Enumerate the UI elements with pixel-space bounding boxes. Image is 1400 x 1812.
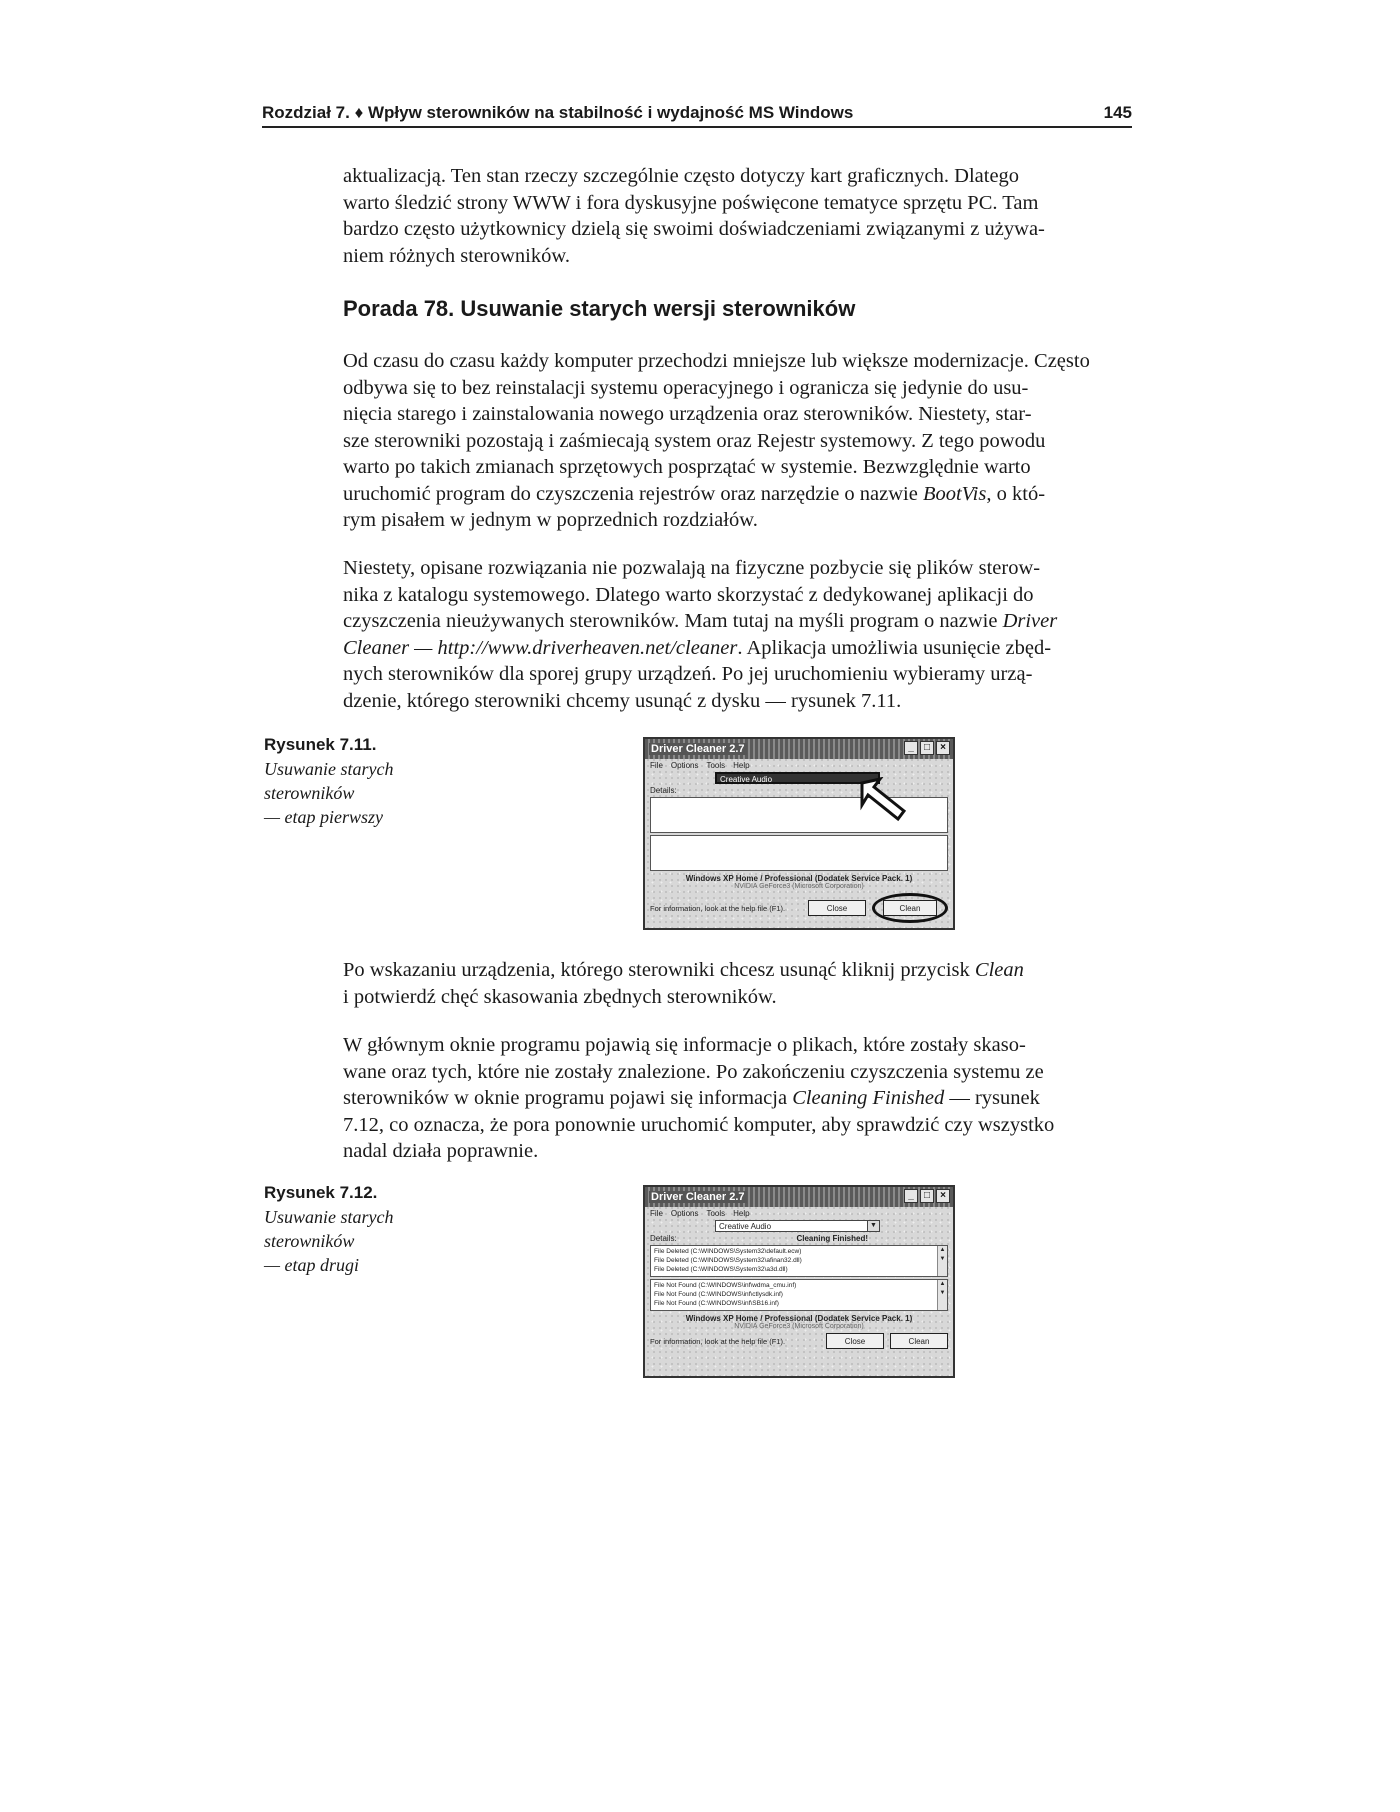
text-line: Od czasu do czasu każdy komputer przechodzi mniejsze lub większe modernizacje. Często — [343, 350, 1090, 372]
text-line: niem różnych sterowników. — [343, 244, 570, 267]
vendor-info: NVIDIA GeForce3 (Microsoft Corporation) — [734, 1323, 864, 1330]
close-icon[interactable]: × — [936, 741, 950, 755]
caption-line: — etap pierwszy — [264, 807, 383, 827]
menu-tools[interactable]: Tools — [706, 761, 726, 770]
chapter-title: Rozdział 7. ♦ Wpływ sterowników na stabilność i wydajność MS Windows — [262, 103, 854, 122]
section-heading: Porada 78. Usuwanie starych wersji sterowników — [343, 296, 856, 321]
text-line: nadal działa poprawnie. — [343, 1140, 539, 1162]
paragraph-3 — [343, 555, 1132, 714]
scrollbar[interactable]: ▲ ▼ — [937, 1280, 947, 1310]
text-line: rym pisałem w jednym w poprzednich rozdziałów. — [343, 509, 758, 531]
figure-caption-7-11 — [264, 733, 434, 829]
menu-bar — [645, 759, 953, 772]
text-line: sze sterowniki pozostają i zaśmiecają system oraz Rejestr systemowy. Z tego powodu — [343, 429, 1046, 452]
dropdown-value: Creative Audio — [720, 775, 773, 784]
not-found-files-list[interactable] — [650, 835, 948, 871]
paragraph-2 — [343, 348, 1132, 534]
text-line: i potwierdź chęć skasowania zbędnych sterowników. — [343, 985, 777, 1008]
text-line: Cleaner — http://www.driverheaven.net/cleaner. Aplikacja umożliwia usunięcie zbęd- — [343, 636, 1052, 659]
window-title: Driver Cleaner 2.7 — [651, 743, 745, 755]
menu-file[interactable]: File — [650, 761, 663, 770]
caption-line: — etap drugi — [264, 1255, 360, 1275]
text-line: odbywa się to bez reinstalacji systemu operacyjnego i ogranicza się jedynie do usu- — [343, 376, 1029, 399]
details-label: Details: — [650, 786, 677, 795]
title-bar[interactable] — [645, 1187, 953, 1207]
text-line: nych sterowników dla sporej grupy urządzeń. Po jej uruchomieniu wybieramy urzą- — [343, 663, 1033, 685]
text-line: bardzo często użytkownicy dzielą się swoimi doświadczeniami związanymi z używa- — [343, 218, 1045, 240]
paragraph-4 — [343, 957, 1132, 1010]
bottom-row — [645, 1330, 953, 1353]
close-icon[interactable]: × — [936, 1189, 950, 1203]
scrollbar[interactable]: ▲ ▼ — [937, 1246, 947, 1276]
text-line: nięcia starego i zainstalowania nowego urządzenia oraz sterowników. Niestety, star- — [343, 403, 1032, 425]
text-line: Po wskazaniu urządzenia, którego sterowniki chcesz usunąć kliknij przycisk Clean — [343, 959, 1024, 981]
os-info: Windows XP Home / Professional (Dodatek Service Pack. 1) — [685, 874, 913, 883]
running-header — [262, 98, 1132, 128]
caption-line: sterowników — [264, 1231, 355, 1251]
list-item: File Not Found (C:\WINDOWS\inf\SB16.inf) — [654, 1300, 779, 1307]
chevron-down-icon[interactable]: ▼ — [867, 1221, 879, 1231]
text-line: czyszczenia nieużywanych sterowników. Mam tutaj na myśli program o nazwie Driver — [343, 610, 1058, 632]
vendor-info: NVIDIA GeForce3 (Microsoft Corporation) — [734, 883, 864, 890]
details-label: Details: — [650, 1234, 677, 1243]
title-bar[interactable] — [645, 739, 953, 759]
details-row — [645, 1232, 953, 1243]
not-found-files-list[interactable] — [650, 1279, 948, 1311]
text-line: warto śledzić strony WWW i fora dyskusyjne poświęcone tematyce sprzętu PC. Tam — [343, 191, 1039, 214]
close-button[interactable]: Close — [826, 1333, 884, 1349]
text-line: uruchomić program do czyszczenia rejestrów oraz narzędzie o nazwie BootVis, o któ- — [343, 482, 1046, 505]
page-number: 145 — [1103, 103, 1132, 122]
clean-button[interactable]: Clean — [883, 900, 937, 916]
menu-options[interactable]: Options — [670, 1209, 699, 1218]
text-line: W głównym oknie programu pojawią się informacje o plikach, które zostały skaso- — [343, 1034, 1026, 1056]
maximize-icon[interactable]: □ — [920, 1189, 934, 1203]
os-info: Windows XP Home / Professional (Dodatek Service Pack. 1) — [685, 1314, 913, 1323]
paragraph-5 — [343, 1032, 1132, 1165]
status-text: Cleaning Finished! — [796, 1234, 868, 1243]
minimize-icon[interactable]: _ — [904, 741, 918, 755]
caption-line: Usuwanie starych — [264, 759, 394, 779]
menu-bar — [645, 1207, 953, 1220]
bottom-row — [645, 890, 953, 927]
menu-options[interactable]: Options — [670, 761, 699, 770]
caption-line: Usuwanie starych — [264, 1207, 394, 1227]
list-item: File Deleted (C:\WINDOWS\System32\default.ecw) — [654, 1248, 802, 1255]
driver-cleaner-window-1 — [643, 737, 955, 930]
text-line: nika z katalogu systemowego. Dlatego warto skorzystać z dedykowanej aplikacji do — [343, 583, 1034, 606]
clean-highlight — [872, 893, 948, 923]
device-dropdown[interactable] — [715, 772, 880, 784]
list-item: File Deleted (C:\WINDOWS\System32\a3d.dll) — [654, 1266, 788, 1273]
dropdown-value: Creative Audio — [719, 1222, 772, 1231]
list-item: File Not Found (C:\WINDOWS\inf\ctlysdk.inf) — [654, 1291, 783, 1298]
window-title: Driver Cleaner 2.7 — [651, 1191, 745, 1203]
minimize-icon[interactable]: _ — [904, 1189, 918, 1203]
figure-caption-7-12 — [264, 1181, 434, 1277]
clean-button[interactable]: Clean — [890, 1333, 948, 1349]
maximize-icon[interactable]: □ — [920, 741, 934, 755]
deleted-files-list[interactable] — [650, 1245, 948, 1277]
menu-tools[interactable]: Tools — [706, 1209, 726, 1218]
menu-help[interactable]: Help — [733, 1209, 750, 1218]
help-info: For information, look at the help file (F1). — [650, 1336, 786, 1346]
text-line: warto po takich zmianach sprzętowych posprzątać w systemie. Bezwzględnie warto — [343, 456, 1031, 478]
figure-title: Rysunek 7.11. — [264, 735, 377, 754]
text-line: aktualizacją. Ten stan rzeczy szczególnie często dotyczy kart graficznych. Dlatego — [343, 165, 1020, 187]
menu-help[interactable]: Help — [733, 761, 750, 770]
menu-file[interactable]: File — [650, 1209, 663, 1218]
list-item: File Not Found (C:\WINDOWS\inf\wdma_cmu.inf) — [654, 1282, 797, 1289]
pointer-arrow-icon — [860, 777, 940, 827]
close-button[interactable]: Close — [808, 900, 866, 916]
paragraph-1 — [343, 163, 1132, 269]
figure-title: Rysunek 7.12. — [264, 1183, 378, 1202]
text-line: sterowników w oknie programu pojawi się informacja Cleaning Finished — rysunek — [343, 1087, 1040, 1109]
caption-line: sterowników — [264, 783, 355, 803]
driver-cleaner-window-2 — [643, 1185, 955, 1378]
text-line: dzenie, którego sterowniki chcemy usunąć z dysku — rysunek 7.11. — [343, 689, 902, 712]
list-item: File Deleted (C:\WINDOWS\System32\afinan32.dll) — [654, 1257, 802, 1264]
text-line: Niestety, opisane rozwiązania nie pozwalają na fizyczne pozbycie się plików sterow- — [343, 557, 1041, 579]
text-line: 7.12, co oznacza, że pora ponownie uruchomić komputer, aby sprawdzić czy wszystko — [343, 1113, 1055, 1136]
text-line: wane oraz tych, które nie zostały znalezione. Po zakończeniu czyszczenia systemu ze — [343, 1060, 1044, 1083]
device-dropdown[interactable] — [715, 1220, 880, 1232]
help-info: For information, look at the help file (F1). — [650, 903, 786, 913]
